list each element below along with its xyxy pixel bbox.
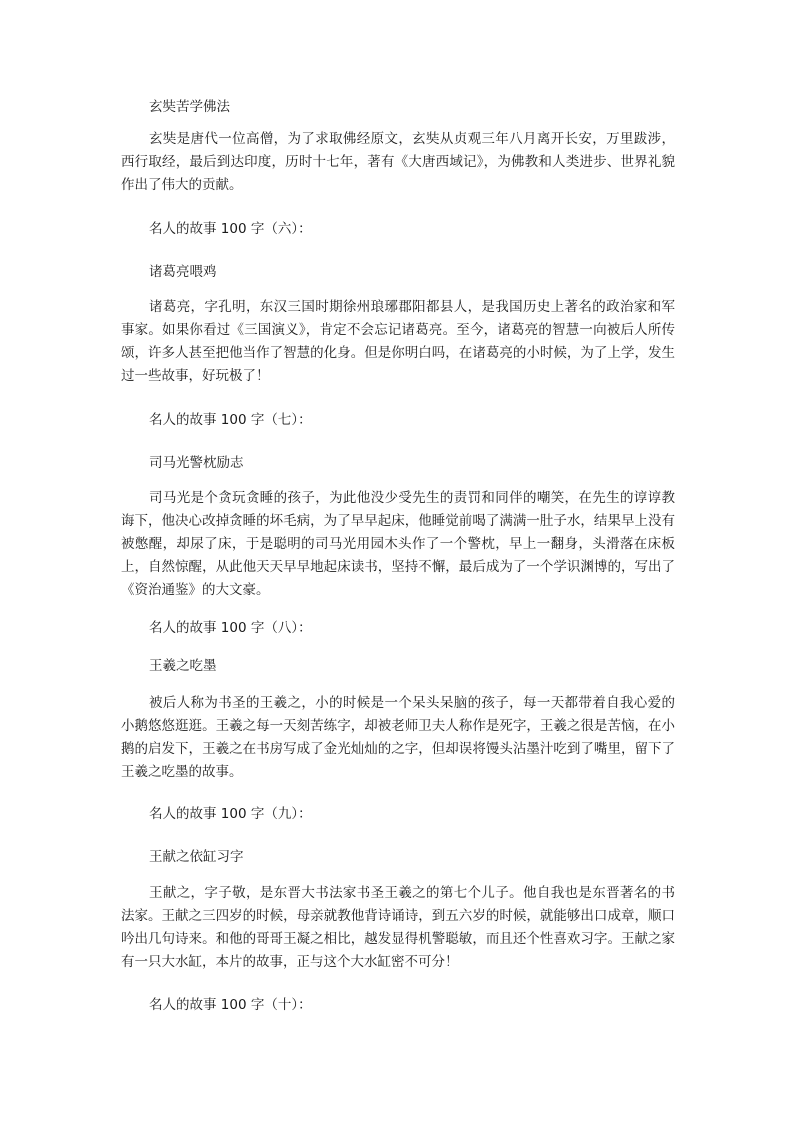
- story-title: 诸葛亮喂鸡: [149, 264, 217, 280]
- story-body: 诸葛亮，字孔明，东汉三国时期徐州琅琊郡阳都县人，是我国历史上著名的政治家和军事家。如果你看过《三国演义》，肯定不会忘记诸葛亮。至今，诸葛亮的智慧一向被后人所传颂，许多人甚至把他当作了智慧的化身。但是你明白吗，在诸葛亮的小时候，为了上学，发生过一些故事，好玩极了！: [121, 299, 675, 384]
- story-body: 被后人称为书圣的王羲之，小的时候是一个呆头呆脑的孩子，每一天都带着自我心爱的小鹅悠悠逛逛。王羲之每一天刻苦练字，却被老师卫夫人称作是死字，王羲之很是苦恼，在小鹅的启发下，王羲之在书房写成了金光灿灿的之字，但却误将馒头沾墨汁吃到了嘴里，留下了王羲之吃墨的故事。: [121, 695, 675, 780]
- story-title: 王献之依缸习字: [149, 849, 244, 865]
- story-body: 玄奘是唐代一位高僧，为了求取佛经原文，玄奘从贞观三年八月离开长安，万里跋涉，西行取经，最后到达印度，历时十七年，著有《大唐西域记》，为佛教和人类进步、世界礼貌作出了伟大的贡献。: [121, 131, 675, 193]
- section-heading: 名人的故事 100 字（七）：: [149, 412, 312, 428]
- section-heading: 名人的故事 100 字（八）：: [149, 620, 312, 636]
- story-body: 王献之，字子敬，是东晋大书法家书圣王羲之的第七个儿子。他自我也是东晋著名的书法家。王献之三四岁的时候，母亲就教他背诗诵诗，到五六岁的时候，就能够出口成章，顺口吟出几句诗来。和他的哥哥王凝之相比，越发显得机警聪敏，而且还个性喜欢习字。王献之家有一只大水缸，本片的故事，正与这个大水缸密不可分！: [121, 885, 675, 970]
- story-title: 王羲之吃墨: [149, 658, 217, 674]
- story-body: 司马光是个贪玩贪睡的孩子，为此他没少受先生的责罚和同伴的嘲笑，在先生的谆谆教诲下，他决心改掉贪睡的坏毛病，为了早早起床，他睡觉前喝了满满一肚子水，结果早上没有被憋醒，却尿了床，于是聪明的司马光用园木头作了一个警枕，早上一翻身，头滑落在床板上，自然惊醒，从此他天天早早地起床读书，坚持不懈，最后成为了一个学识渊博的，写出了《资治通鉴》的大文豪。: [121, 490, 675, 598]
- section-heading: 名人的故事 100 字（六）：: [149, 221, 312, 237]
- story-title: 司马光警枕励志: [149, 455, 244, 471]
- section-heading: 名人的故事 100 字（十）：: [149, 997, 312, 1013]
- story-title: 玄奘苦学佛法: [149, 99, 230, 115]
- section-heading: 名人的故事 100 字（九）：: [149, 806, 312, 822]
